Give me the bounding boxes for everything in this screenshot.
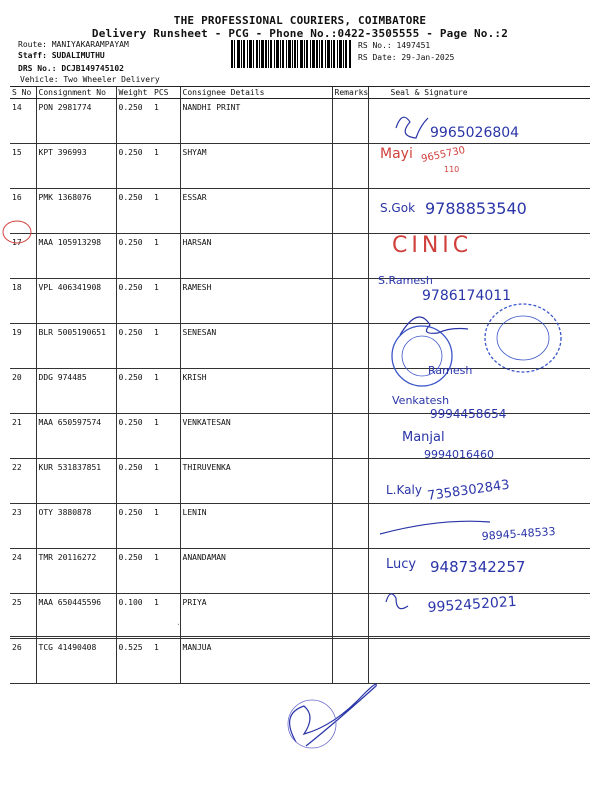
table-row	[10, 99, 590, 144]
hw-14: 9965026804	[430, 125, 520, 141]
col-seal-header: Seal & Signature	[368, 87, 590, 99]
hw-18b: 9786174011	[422, 288, 512, 304]
bottom-signature	[290, 684, 377, 746]
row-seal	[368, 369, 590, 414]
runsheet-table	[10, 86, 590, 684]
company-title: THE PROFESSIONAL COURIERS, COIMBATORE	[173, 14, 427, 27]
hw-22b: 9994016460	[424, 448, 494, 461]
table-row	[10, 414, 590, 459]
runsheet-subtitle: Delivery Runsheet - PCG - Phone No.:0422-3505555 - Page No.:2	[91, 27, 509, 40]
row-consignment-no: MAA 650597574	[36, 414, 116, 459]
table-row	[10, 639, 590, 684]
row-consignee: ESSAR	[180, 189, 332, 234]
hw-23a: L.Kaly	[386, 483, 422, 497]
row-remarks	[332, 639, 368, 684]
row-consignment-no: TCG 41490408	[36, 639, 116, 684]
hw-26: 9952452021	[427, 593, 518, 616]
row-sno: 24	[10, 549, 36, 594]
row-remarks	[332, 594, 368, 639]
row-weight: 0.250	[116, 504, 152, 549]
row-pcs: 1	[152, 99, 180, 144]
row-seal	[368, 99, 590, 144]
row-weight: 0.250	[116, 234, 152, 279]
table-row	[10, 234, 590, 279]
row-weight: 0.250	[116, 369, 152, 414]
hw-25b: 9487342257	[430, 558, 526, 576]
hw-21a: Venkatesh	[392, 394, 450, 407]
row-weight: 0.250	[116, 189, 152, 234]
row-pcs: 1	[152, 144, 180, 189]
row-pcs: 1	[152, 324, 180, 369]
row-seal	[368, 144, 590, 189]
row-pcs: 1	[152, 549, 180, 594]
row-sno: 23	[10, 504, 36, 549]
table-row	[10, 459, 590, 504]
row-sno: 20	[10, 369, 36, 414]
pencil-mark: ·	[176, 620, 181, 629]
row-sno: 15	[10, 144, 36, 189]
table-row	[10, 504, 590, 549]
row-seal	[368, 324, 590, 369]
row-consignment-no: MAA 105913298	[36, 234, 116, 279]
row-remarks	[332, 549, 368, 594]
hw-22a: Manjal	[402, 430, 445, 445]
route-label: Route: MANIYAKARAMPAYAM	[18, 40, 129, 49]
row-consignee: ANANDAMAN	[180, 549, 332, 594]
table-row	[10, 144, 590, 189]
row-weight: 0.250	[116, 324, 152, 369]
row-pcs: 1	[152, 234, 180, 279]
hw-15b: 9655730	[420, 144, 467, 165]
row-remarks	[332, 459, 368, 504]
row-pcs: 1	[152, 594, 180, 639]
table-row	[10, 594, 590, 639]
hw-20: Ramesh	[428, 364, 473, 377]
row-consignee: NANDHI PRINT	[180, 99, 332, 144]
row-consignee: KRISH	[180, 369, 332, 414]
table-row	[10, 189, 590, 234]
row-sno: 14	[10, 99, 36, 144]
col-consignee-header: Consignee Details	[180, 87, 332, 99]
table-row	[10, 279, 590, 324]
bottom-stamp	[288, 700, 336, 748]
row-consignment-no: PON 2981774	[36, 99, 116, 144]
hw-21b: 9994458654	[430, 407, 507, 421]
hw-18a: S.Ramesh	[378, 274, 433, 287]
row-pcs: 1	[152, 414, 180, 459]
row-sno: 26	[10, 639, 36, 684]
row-consignee: SHYAM	[180, 144, 332, 189]
col-sno-header: S No	[10, 87, 36, 99]
row-consignee: SENESAN	[180, 324, 332, 369]
hw-15c: 110	[444, 165, 460, 174]
col-consignment-header: Consignment No	[36, 87, 116, 99]
row-pcs: 1	[152, 639, 180, 684]
hw-23b: 7358302843	[426, 477, 511, 504]
hw-25a: Lucy	[386, 557, 417, 572]
row-remarks	[332, 414, 368, 459]
row-weight: 0.250	[116, 144, 152, 189]
row-consignment-no: OTY 3880878	[36, 504, 116, 549]
table-row	[10, 369, 590, 414]
row-consignee: RAMESH	[180, 279, 332, 324]
row-seal	[368, 639, 590, 684]
row-seal	[368, 414, 590, 459]
row-pcs: 1	[152, 279, 180, 324]
row-remarks	[332, 189, 368, 234]
row-weight: 0.525	[116, 639, 152, 684]
row-remarks	[332, 144, 368, 189]
row-consignment-no: PMK 1368076	[36, 189, 116, 234]
row-weight: 0.250	[116, 99, 152, 144]
row-pcs: 1	[152, 189, 180, 234]
row-remarks	[332, 324, 368, 369]
row-consignee: VENKATESAN	[180, 414, 332, 459]
row-sno: 16	[10, 189, 36, 234]
table-bottom-rule	[10, 636, 590, 637]
row-consignment-no: DDG 974485	[36, 369, 116, 414]
row-consignment-no: KPT 396993	[36, 144, 116, 189]
row-sno: 25	[10, 594, 36, 639]
row-seal	[368, 504, 590, 549]
row-consignee: MANJUA	[180, 639, 332, 684]
staff-label: Staff: SUDALIMUTHU	[18, 51, 105, 60]
row-consignee: LENIN	[180, 504, 332, 549]
row-consignee: THIRUVENKA	[180, 459, 332, 504]
table-row	[10, 549, 590, 594]
row-pcs: 1	[152, 504, 180, 549]
row-remarks	[332, 504, 368, 549]
row-seal	[368, 594, 590, 639]
row-weight: 0.100	[116, 594, 152, 639]
hw-17: CINIC	[392, 233, 473, 258]
row-pcs: 1	[152, 459, 180, 504]
table-header-row	[10, 87, 590, 99]
row-seal	[368, 459, 590, 504]
hw-24: 98945-48533	[481, 524, 556, 543]
row-sno: 22	[10, 459, 36, 504]
row-remarks	[332, 369, 368, 414]
row-remarks	[332, 279, 368, 324]
row-consignment-no: KUR 531837851	[36, 459, 116, 504]
row-consignment-no: MAA 650445596	[36, 594, 116, 639]
row-consignee: PRIYA	[180, 594, 332, 639]
drs-number: DRS No.: DCJB149745102	[18, 64, 124, 73]
row-seal	[368, 279, 590, 324]
row-seal	[368, 549, 590, 594]
row-weight: 0.250	[116, 414, 152, 459]
row-consignee: HARSAN	[180, 234, 332, 279]
col-pcs-header: PCS	[152, 87, 180, 99]
row-consignment-no: TMR 20116272	[36, 549, 116, 594]
table-row	[10, 324, 590, 369]
row-consignment-no: VPL 406341908	[36, 279, 116, 324]
row-sno: 19	[10, 324, 36, 369]
row-consignment-no: BLR 5005190651	[36, 324, 116, 369]
col-remarks-header: Remarks	[332, 87, 368, 99]
barcode	[230, 40, 352, 68]
row-sno: 21	[10, 414, 36, 459]
row-weight: 0.250	[116, 459, 152, 504]
rs-number: RS No.: 1497451	[358, 41, 431, 50]
col-weight-header: Weight	[116, 87, 152, 99]
row-weight: 0.250	[116, 279, 152, 324]
row-pcs: 1	[152, 369, 180, 414]
row-remarks	[332, 99, 368, 144]
vehicle-label: Vehicle: Two Wheeler Delivery	[20, 75, 160, 84]
row-remarks	[332, 234, 368, 279]
rs-date: RS Date: 29-Jan-2025	[358, 53, 455, 62]
hw-16a: S.Gok	[380, 201, 416, 215]
hw-16b: 9788853540	[425, 199, 527, 218]
row-seal	[368, 189, 590, 234]
row-sno: 17	[10, 234, 36, 279]
row-weight: 0.250	[116, 549, 152, 594]
row-seal	[368, 234, 590, 279]
row-sno: 18	[10, 279, 36, 324]
hw-15a: Mayi	[380, 146, 413, 162]
